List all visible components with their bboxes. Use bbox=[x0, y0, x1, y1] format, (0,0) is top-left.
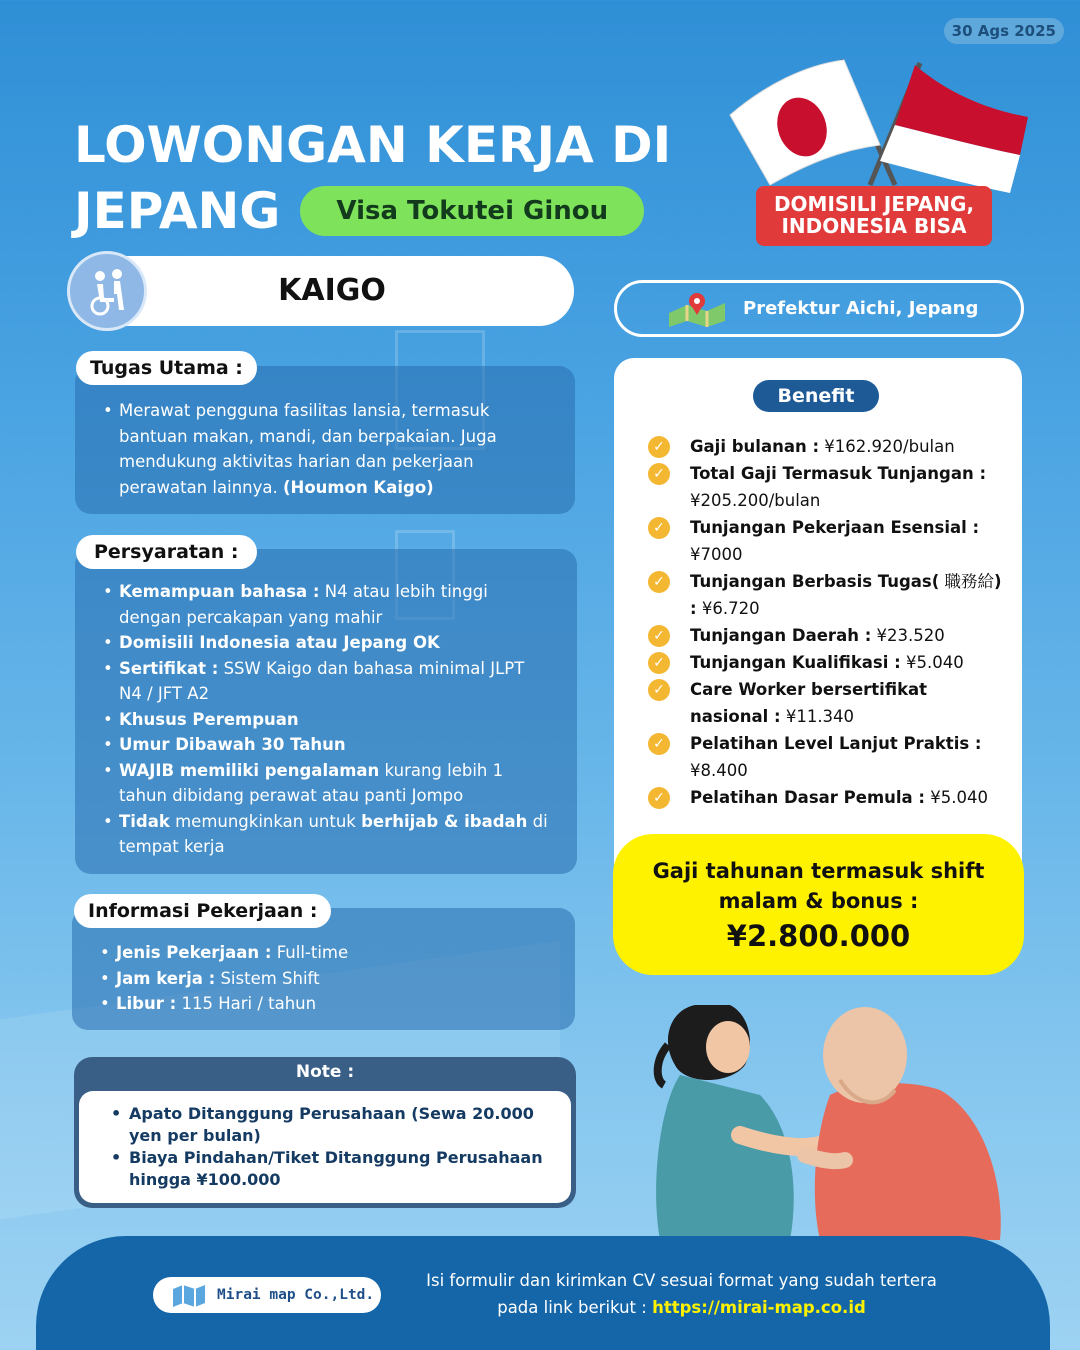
check-icon: ✓ bbox=[648, 463, 670, 485]
info-text: Sistem Shift bbox=[215, 968, 320, 988]
benefit-text: ¥7000 bbox=[690, 545, 743, 564]
salary-label-line-1: Gaji tahunan termasuk shift bbox=[652, 859, 985, 883]
job-title-pill: KAIGO bbox=[80, 256, 574, 326]
caregiver-illustration bbox=[640, 985, 1040, 1240]
check-icon: ✓ bbox=[648, 679, 670, 701]
domicile-line-1: DOMISILI JEPANG, bbox=[773, 192, 975, 216]
benefit-bold: Tunjangan Pekerjaan Esensial : bbox=[690, 518, 980, 537]
location-text: Prefektur Aichi, Jepang bbox=[743, 298, 979, 319]
list-item bbox=[101, 758, 551, 809]
benefit-bold: Total Gaji Termasuk Tunjangan : bbox=[690, 464, 987, 483]
benefit-item bbox=[648, 622, 1008, 649]
benefit-item bbox=[648, 433, 1008, 460]
req-bold: Khusus Perempuan bbox=[119, 709, 299, 729]
list-item bbox=[98, 940, 549, 966]
list-item bbox=[101, 656, 551, 707]
check-icon: ✓ bbox=[648, 571, 670, 593]
req-bold: Kemampuan bahasa : bbox=[119, 582, 320, 601]
benefit-text: ¥5.040 bbox=[925, 788, 988, 807]
requirements-label: Persyaratan : bbox=[76, 535, 257, 569]
list-item bbox=[101, 630, 551, 656]
info-bold: Jam kerja : bbox=[116, 968, 216, 988]
info-text: Full-time bbox=[271, 943, 349, 962]
check-icon: ✓ bbox=[648, 436, 670, 458]
benefit-item bbox=[648, 730, 1008, 784]
check-icon: ✓ bbox=[648, 787, 670, 809]
benefit-label: Benefit bbox=[753, 380, 879, 412]
caregiver-ponytail bbox=[658, 1045, 668, 1085]
footer-line-2: pada link berikut : bbox=[497, 1298, 647, 1317]
title-line-1: LOWONGAN KERJA DI bbox=[74, 116, 672, 174]
benefit-text: ¥5.040 bbox=[900, 653, 964, 672]
requirements-box bbox=[75, 549, 577, 874]
benefit-text: ¥205.200/bulan bbox=[690, 491, 821, 510]
info-bold: Libur : bbox=[116, 994, 177, 1013]
benefit-text: ¥8.400 bbox=[690, 761, 748, 780]
annual-salary-box bbox=[613, 834, 1024, 975]
benefit-bold: Tunjangan Kualifikasi : bbox=[690, 653, 901, 672]
footer-cta bbox=[404, 1267, 959, 1321]
map-pin-icon bbox=[667, 291, 727, 327]
visa-badge: Visa Tokutei Ginou bbox=[300, 186, 644, 236]
title-line-2: JEPANG bbox=[74, 182, 281, 240]
benefit-bold: Tunjangan Daerah : bbox=[690, 626, 872, 645]
req-bold: berhijab & ibadah bbox=[361, 811, 528, 831]
benefit-item bbox=[648, 676, 1008, 730]
benefit-bold: Tunjangan Berbasis Tugas( bbox=[690, 572, 940, 591]
note-label: Note : bbox=[295, 1062, 355, 1082]
company-logo bbox=[153, 1277, 381, 1313]
job-info-label: Informasi Pekerjaan : bbox=[74, 894, 331, 928]
req-text: N4 atau lebih tinggi dengan percakapan yang mahir bbox=[119, 582, 488, 627]
company-name: Mirai map Co.,Ltd. bbox=[217, 1287, 375, 1303]
req-text: kurang lebih 1 tahun dibidang perawat atau panti Jompo bbox=[119, 760, 504, 805]
date-badge: 30 Ags 2025 bbox=[944, 18, 1064, 44]
location-pill bbox=[614, 280, 1024, 337]
benefit-bold: Gaji bulanan : bbox=[690, 437, 820, 456]
elder-hand bbox=[805, 1155, 845, 1161]
check-icon: ✓ bbox=[648, 652, 670, 674]
check-icon: ✓ bbox=[648, 733, 670, 755]
list-item bbox=[101, 809, 551, 860]
footer-line-1: Isi formulir dan kirimkan CV sesuai format yang sudah tertera bbox=[426, 1271, 937, 1290]
list-item bbox=[98, 991, 549, 1017]
elder-head bbox=[823, 1007, 907, 1103]
info-bold: Jenis Pekerjaan : bbox=[116, 943, 272, 962]
caregiver-body bbox=[656, 1075, 794, 1240]
list-item bbox=[101, 579, 551, 630]
page-title bbox=[74, 112, 714, 244]
domicile-badge bbox=[756, 186, 992, 246]
benefit-text: 職務給 bbox=[939, 572, 995, 591]
caregiver-face bbox=[706, 1021, 750, 1073]
req-text: memungkinkan untuk bbox=[169, 811, 362, 831]
check-icon: ✓ bbox=[648, 517, 670, 539]
list-item bbox=[98, 966, 549, 992]
note-content bbox=[79, 1091, 571, 1203]
benefit-text: ¥6.720 bbox=[696, 599, 760, 618]
main-tasks-label: Tugas Utama : bbox=[76, 351, 257, 385]
benefit-bold: Care Worker bersertifikat nasional : bbox=[690, 680, 928, 726]
list-item: • Biaya Pindahan/Tiket Ditanggung Perusahaan hingga ¥100.000 bbox=[107, 1147, 551, 1191]
list-item bbox=[101, 732, 551, 758]
req-text: SSW Kaigo dan bahasa minimal JLPT N4 / JFT A2 bbox=[119, 658, 525, 703]
benefit-item bbox=[648, 784, 1008, 811]
req-bold: Tidak bbox=[119, 811, 170, 831]
caregiver-arm bbox=[740, 1135, 820, 1147]
benefit-text: ¥23.520 bbox=[871, 626, 945, 645]
footer-link[interactable]: https://mirai-map.co.id bbox=[652, 1298, 866, 1317]
benefit-text: ¥162.920/bulan bbox=[819, 437, 955, 456]
req-text: di tempat kerja bbox=[119, 811, 548, 856]
benefit-item bbox=[648, 649, 1008, 676]
req-bold: Sertifikat : bbox=[119, 658, 219, 678]
benefit-item bbox=[648, 514, 1008, 568]
benefit-item bbox=[648, 568, 1008, 622]
benefit-item bbox=[648, 460, 1008, 514]
benefit-bold: ) : bbox=[690, 572, 1002, 618]
main-tasks-text: Merawat pengguna fasilitas lansia, termasuk bantuan makan, mandi, dan berpakaian. Juga mendukung aktivitas harian dan pekerjaan perawatan lainnya. bbox=[119, 401, 497, 497]
benefit-bold: Pelatihan Dasar Pemula : bbox=[690, 788, 926, 807]
main-tasks-highlight: (Houmon Kaigo) bbox=[282, 477, 434, 497]
main-tasks-box bbox=[75, 366, 575, 514]
info-text: 115 Hari / tahun bbox=[176, 994, 317, 1013]
list-item: • Apato Ditanggung Perusahaan (Sewa 20.000 yen per bulan) bbox=[107, 1103, 551, 1147]
domicile-line-2: INDONESIA BISA bbox=[781, 214, 967, 238]
salary-value: ¥2.800.000 bbox=[726, 919, 911, 953]
req-bold: Umur Dibawah 30 Tahun bbox=[119, 735, 346, 754]
benefit-text: ¥11.340 bbox=[780, 707, 855, 726]
benefit-bold: Pelatihan Level Lanjut Praktis : bbox=[690, 734, 982, 753]
wheelchair-care-icon bbox=[67, 251, 147, 331]
req-bold: Domisili Indonesia atau Jepang OK bbox=[119, 633, 440, 652]
req-bold: WAJIB memiliki pengalaman bbox=[119, 760, 380, 780]
check-icon: ✓ bbox=[648, 625, 670, 647]
map-logo-icon bbox=[171, 1283, 207, 1307]
note-box bbox=[74, 1057, 576, 1208]
salary-label-line-2: malam & bonus : bbox=[718, 889, 919, 913]
list-item bbox=[101, 707, 551, 733]
list-item bbox=[101, 398, 547, 500]
